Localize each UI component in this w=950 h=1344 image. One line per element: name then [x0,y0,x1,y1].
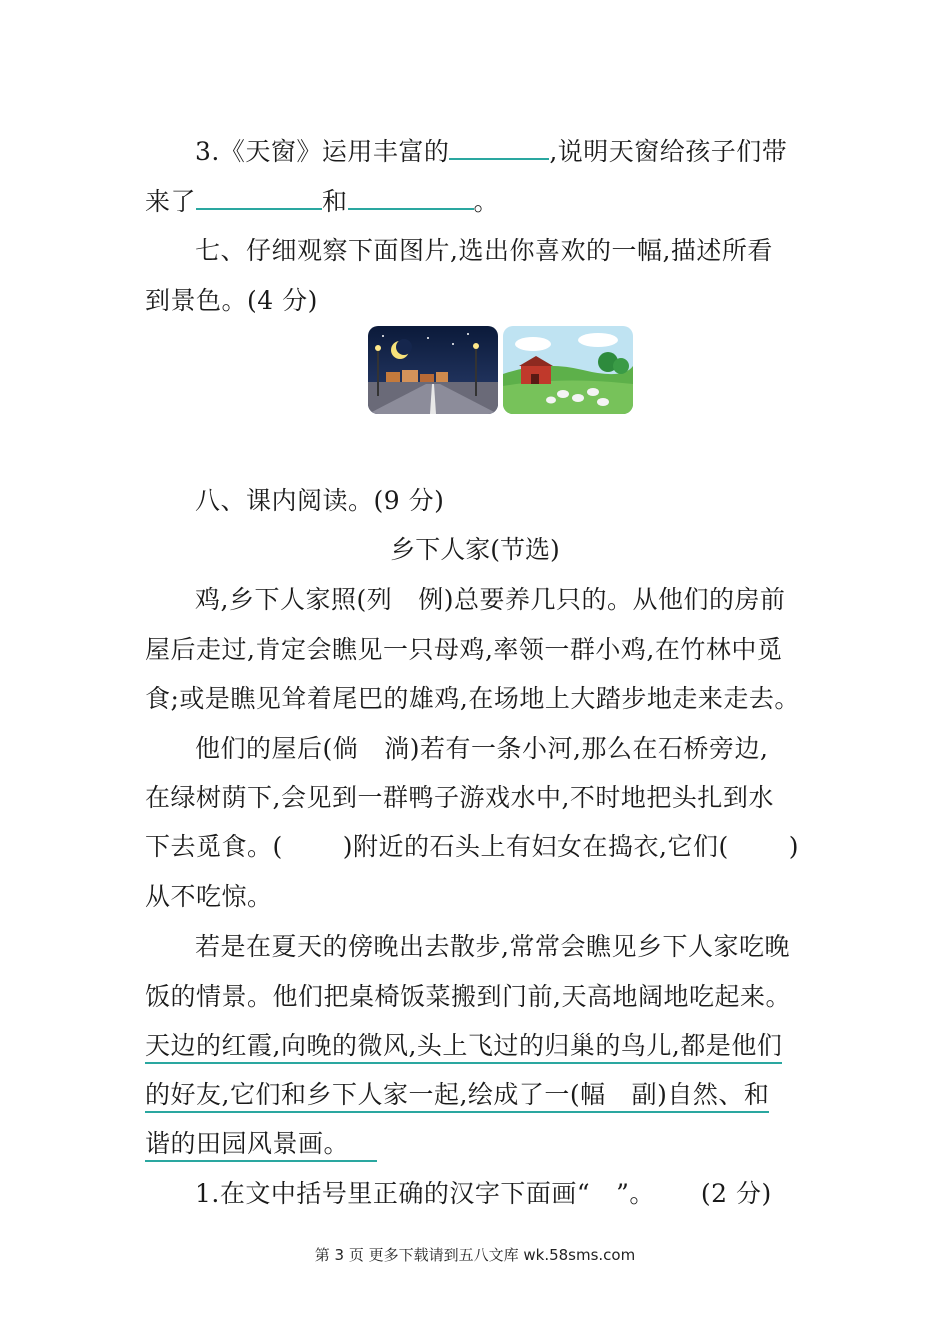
section7-line1: 七、仔细观察下面图片,选出你喜欢的一幅,描述所看 [195,236,773,265]
p2-text-d: )附近的石头上有妇女在捣衣,它们( [342,832,729,861]
p2-line1 [195,734,855,764]
night-street-image[interactable] [368,326,498,414]
p3-line3 [145,1031,805,1061]
p1-text-b: 例)总要养几只的。从他们的房前 [418,585,786,614]
q3-text-c: 来了 [145,187,197,216]
p1-line3: 食;或是瞧见耸着尾巴的雄鸡,在场地上大踏步地走来走去。 [145,684,800,713]
underlined-sentence-part3: 谐的田园风景画。 [145,1129,377,1162]
q3-blank-1[interactable] [449,136,549,160]
question-1 [195,1179,855,1209]
p2-text-a: 他们的屋后(倘 [195,734,359,763]
p1-line2: 屋后走过,肯定会瞧见一只母鸡,率领一群小鸡,在竹林中觅 [145,635,783,664]
underlined-sentence-part2 [145,1080,769,1113]
q3-text-a: 3.《天窗》运用丰富的 [195,137,450,166]
q1-text-a: 1.在文中括号里正确的汉字下面画“ [195,1179,591,1208]
page-footer: 第 3 页 更多下载请到五八文库 wk.58sms.com [314,1246,636,1264]
q3-line2 [145,186,805,217]
p2-text-c: 下去觅食。( [145,832,283,861]
section7-line2: 到景色。(4 分) [145,286,318,315]
p3-line2: 饭的情景。他们把桌椅饭菜搬到门前,天高地阔地吃起来。 [145,982,791,1011]
p3-text-b: 副)自然、和 [631,1080,770,1109]
p1-line1 [195,585,855,615]
p2-text-b: 淌)若有一条小河,那么在石桥旁边, [384,734,769,763]
p2-line4: 从不吃惊。 [145,882,273,911]
q1-text-b: ”。 [616,1179,655,1208]
p2-line3 [145,832,805,862]
q1-score: (2 分) [700,1179,772,1208]
farm-landscape-image[interactable] [503,326,633,414]
p3-line1: 若是在夏天的傍晚出去散步,常常会瞧见乡下人家吃晚 [195,932,790,961]
q3-text-b: ,说明天窗给孩子们带 [549,137,788,166]
p2-line2: 在绿树荫下,会见到一群鸭子游戏水中,不时地把头扎到水 [145,783,774,812]
underlined-sentence-part1: 天边的红霞,向晚的微风,头上飞过的归巢的鸟儿,都是他们 [145,1031,782,1064]
p3-text-a: 的好友,它们和乡下人家一起,绘成了一(幅 [145,1080,606,1109]
q3-line1 [195,136,855,167]
p3-line4 [145,1080,805,1110]
p3-line5 [145,1129,805,1159]
q3-text-e: 。 [473,187,500,216]
p1-text-a: 鸡,乡下人家照(列 [195,585,393,614]
passage-title: 乡下人家(节选) [390,535,560,564]
section8-heading: 八、课内阅读。(9 分) [195,486,445,515]
p2-text-e: ) [788,832,799,861]
q3-blank-3[interactable] [348,186,474,210]
q3-text-d: 和 [322,187,348,216]
q3-blank-2[interactable] [196,186,322,210]
